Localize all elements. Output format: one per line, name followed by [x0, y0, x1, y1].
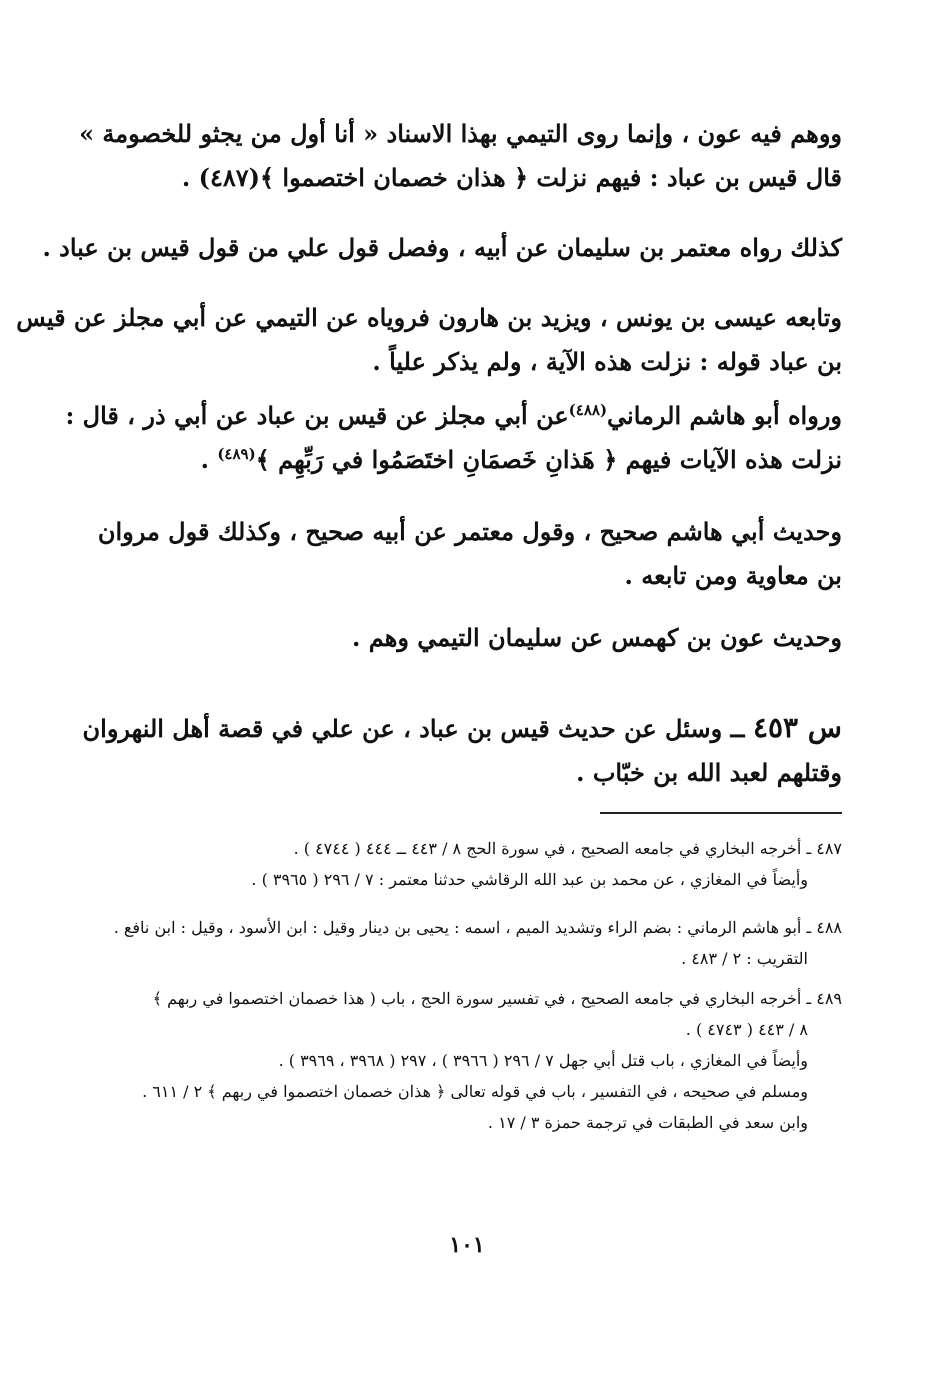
text-line	[65, 394, 842, 438]
text-segment: عن أبي مجلز عن قيس بن عباد عن أبي ذر ، قال :	[65, 401, 569, 430]
paragraph-6	[130, 616, 842, 660]
text-line: قال قيس بن عباد : فيهم نزلت ﴿ هذان خصمان اختصموا ﴾(٤٨٧) .	[181, 163, 842, 192]
text-line: بن عباد قوله : نزلت هذه الآية ، ولم يذكر علياً .	[372, 347, 842, 376]
text-line: كذلك رواه معتمر بن سليمان عن أبيه ، وفصل قول علي من قول قيس بن عباد .	[42, 233, 842, 262]
text-line: بن معاوية ومن تابعه .	[624, 561, 842, 590]
text-line	[130, 438, 842, 482]
text-line: ووهم فيه عون ، وإنما روى التيمي بهذا الاسناد « أنا أول من يجثو للخصومة »	[79, 119, 842, 148]
text-line: وقتلهم لعبد الله بن خبّاب .	[576, 758, 842, 787]
footnote-488	[112, 912, 842, 974]
footnote-line: وأيضاً في المغازي ، عن محمد بن عبد الله الرقاشي حدثنا معتمر : ٧ / ٢٩٦ ( ٣٩٦٥ ) .	[251, 870, 808, 889]
footnote-line: التقريب : ٢ / ٤٨٣ .	[681, 949, 808, 968]
text-segment: ــ وسئل عن حديث قيس بن عباد ، عن علي في قصة أهل النهروان	[82, 714, 753, 743]
paragraph-5	[97, 510, 842, 598]
footnote-487	[112, 833, 842, 895]
text-segment: ورواه أبو هاشم الرماني	[607, 401, 842, 430]
footnote-ref-488[interactable]: (٤٨٨)	[568, 401, 608, 419]
footnote-ref-489[interactable]: (٤٨٩)	[217, 445, 256, 463]
footnote-line: ٨ / ٤٤٣ ( ٤٧٤٣ ) .	[685, 1020, 808, 1039]
footnote-line: ومسلم في صحيحه ، في التفسير ، باب في قوله تعالى ﴿ هذان خصمان اختصموا في ربهم ﴾ ٢ / ٦١١ .	[142, 1082, 808, 1101]
footnote-489	[112, 983, 842, 1138]
question-number: س ٤٥٣	[752, 711, 842, 744]
text-line: وتابعه عيسى بن يونس ، ويزيد بن هارون فروياه عن التيمي عن أبي مجلز عن قيس	[16, 303, 842, 332]
text-line: وحديث عون بن كهمس عن سليمان التيمي وهم .	[352, 623, 842, 652]
paragraph-4	[65, 394, 842, 482]
page-number: ١٠١	[449, 1232, 485, 1258]
footnote-line: ٤٨٩ ـ أخرجه البخاري في جامعه الصحيح ، في تفسير سورة الحج ، باب ( هذا خصمان اختصموا في ربهم ﴾	[152, 989, 842, 1008]
paragraph-1	[79, 112, 842, 200]
footnote-line: وابن سعد في الطبقات في ترجمة حمزة ٣ / ١٧ .	[487, 1113, 808, 1132]
text-segment: نزلت هذه الآيات فيهم ﴿ هَذانِ خَصمَانِ اختَصَمُوا في رَبِّهِم ﴾	[255, 445, 842, 474]
text-line: وحديث أبي هاشم صحيح ، وقول معتمر عن أبيه صحيح ، وكذلك قول مروان	[97, 517, 842, 546]
text-line	[82, 706, 842, 751]
footnote-line: وأيضاً في المغازي ، باب قتل أبي جهل ٧ / ٢٩٦ ( ٣٩٦٦ ) ، ٢٩٧ ( ٣٩٦٨ ، ٣٩٦٩ ) .	[278, 1051, 808, 1070]
question-453	[82, 706, 842, 795]
paragraph-3	[16, 296, 842, 384]
footnote-line: ٤٨٨ ـ أبو هاشم الرماني : بضم الراء وتشديد الميم ، اسمه : يحيى بن دينار وقيل : ابن الأسود ، وقيل : ابن نافع .	[113, 918, 842, 937]
paragraph-2	[42, 226, 842, 270]
footnote-divider	[600, 812, 842, 814]
text-segment: .	[200, 445, 218, 474]
footnote-line: ٤٨٧ ـ أخرجه البخاري في جامعه الصحيح ، في سورة الحج ٨ / ٤٤٣ ــ ٤٤٤ ( ٤٧٤٤ ) .	[293, 839, 842, 858]
